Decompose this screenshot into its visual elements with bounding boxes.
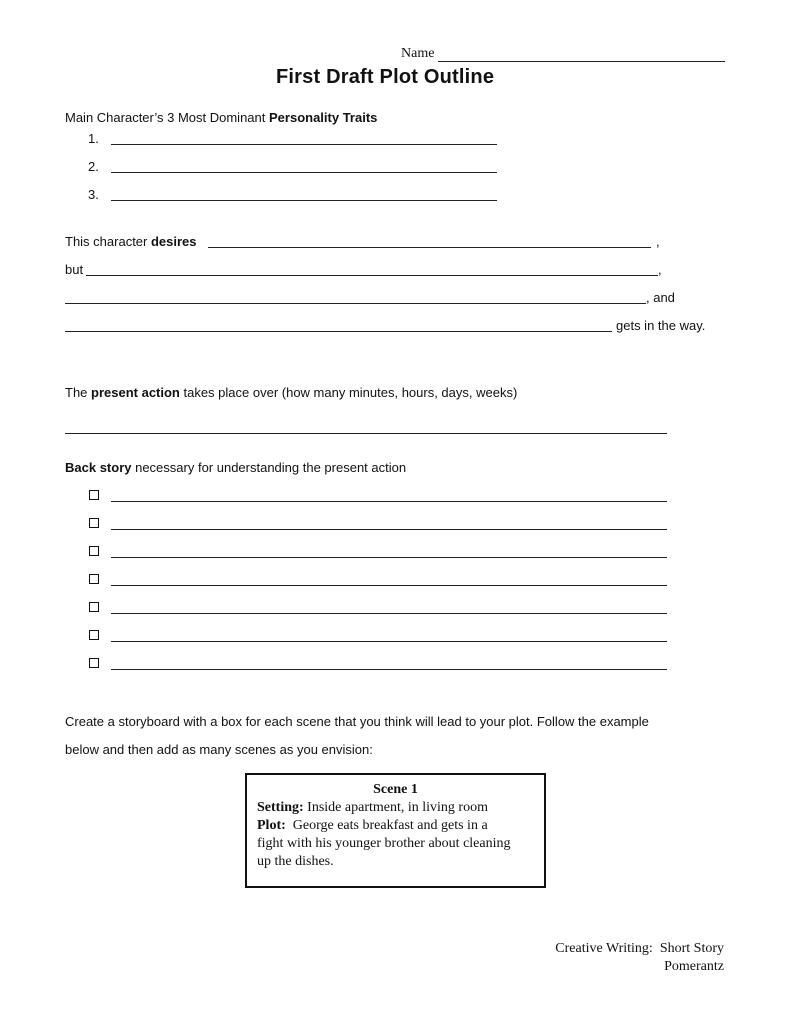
trait-line-1[interactable] bbox=[111, 144, 497, 145]
back-story-suffix: necessary for understanding the present action bbox=[131, 460, 407, 475]
scene-setting bbox=[257, 799, 534, 817]
back-story-line-4[interactable] bbox=[111, 585, 667, 586]
page-title: First Draft Plot Outline bbox=[276, 66, 495, 88]
traits-heading-bold: Personality Traits bbox=[269, 110, 378, 125]
present-action-suffix: takes place over (how many minutes, hours, days, weeks) bbox=[179, 385, 518, 400]
footer-course: Creative Writing: Short Story bbox=[555, 941, 724, 956]
back-story-line-1[interactable] bbox=[111, 501, 667, 502]
trait-number-3: 3. bbox=[88, 187, 99, 202]
back-story-checkbox-7[interactable] bbox=[89, 658, 99, 668]
plot-text-1: George eats breakfast and gets in a bbox=[285, 818, 488, 833]
present-action-prefix: The bbox=[65, 385, 92, 400]
back-story-checkbox-6[interactable] bbox=[89, 630, 99, 640]
present-action-line[interactable] bbox=[65, 433, 667, 434]
back-story-bold: Back story bbox=[65, 460, 132, 475]
scene-title: Scene 1 bbox=[373, 782, 418, 797]
traits-heading-prefix: Main Character’s 3 Most Dominant bbox=[65, 110, 269, 125]
plot-label: Plot: bbox=[257, 818, 286, 833]
back-story-checkbox-3[interactable] bbox=[89, 546, 99, 556]
desires-label bbox=[65, 234, 197, 249]
obstacle-and: , and bbox=[646, 290, 675, 305]
back-story-line-5[interactable] bbox=[111, 613, 667, 614]
desires-bold: desires bbox=[150, 234, 197, 249]
but-label: but bbox=[65, 262, 84, 277]
traits-heading bbox=[65, 110, 377, 125]
obstacle-line-2[interactable] bbox=[65, 331, 612, 332]
back-story-checkbox-2[interactable] bbox=[89, 518, 99, 528]
desires-line[interactable] bbox=[208, 247, 651, 248]
but-line[interactable] bbox=[86, 275, 658, 276]
trait-line-3[interactable] bbox=[111, 200, 497, 201]
scene-plot bbox=[257, 817, 534, 835]
storyboard-instruction-2: below and then add as many scenes as you envision: bbox=[65, 742, 373, 757]
back-story-checkbox-4[interactable] bbox=[89, 574, 99, 584]
footer-author: Pomerantz bbox=[664, 959, 724, 974]
but-comma: , bbox=[658, 262, 662, 277]
storyboard-instruction-1: Create a storyboard with a box for each scene that you think will lead to your plot. Follow the example bbox=[65, 714, 649, 729]
back-story-checkbox-1[interactable] bbox=[89, 490, 99, 500]
desires-comma: , bbox=[656, 234, 660, 249]
plot-text-3: up the dishes. bbox=[257, 854, 334, 869]
name-input-line[interactable] bbox=[438, 61, 725, 62]
trait-number-1: 1. bbox=[88, 131, 99, 146]
trait-number-2: 2. bbox=[88, 159, 99, 174]
back-story-label bbox=[65, 460, 406, 475]
desires-prefix: This character bbox=[65, 234, 151, 249]
obstacle-line-1[interactable] bbox=[65, 303, 646, 304]
back-story-checkbox-5[interactable] bbox=[89, 602, 99, 612]
back-story-line-3[interactable] bbox=[111, 557, 667, 558]
name-label: Name bbox=[401, 46, 435, 61]
trait-line-2[interactable] bbox=[111, 172, 497, 173]
gets-in-the-way: gets in the way. bbox=[616, 318, 706, 333]
setting-label: Setting: bbox=[257, 800, 304, 815]
back-story-line-7[interactable] bbox=[111, 669, 667, 670]
scene-example-box bbox=[245, 773, 546, 888]
back-story-line-6[interactable] bbox=[111, 641, 667, 642]
back-story-line-2[interactable] bbox=[111, 529, 667, 530]
present-action-bold: present action bbox=[91, 385, 180, 400]
present-action-label bbox=[65, 385, 517, 400]
plot-text-2: fight with his younger brother about cleaning bbox=[257, 836, 511, 851]
setting-text: Inside apartment, in living room bbox=[303, 800, 488, 815]
